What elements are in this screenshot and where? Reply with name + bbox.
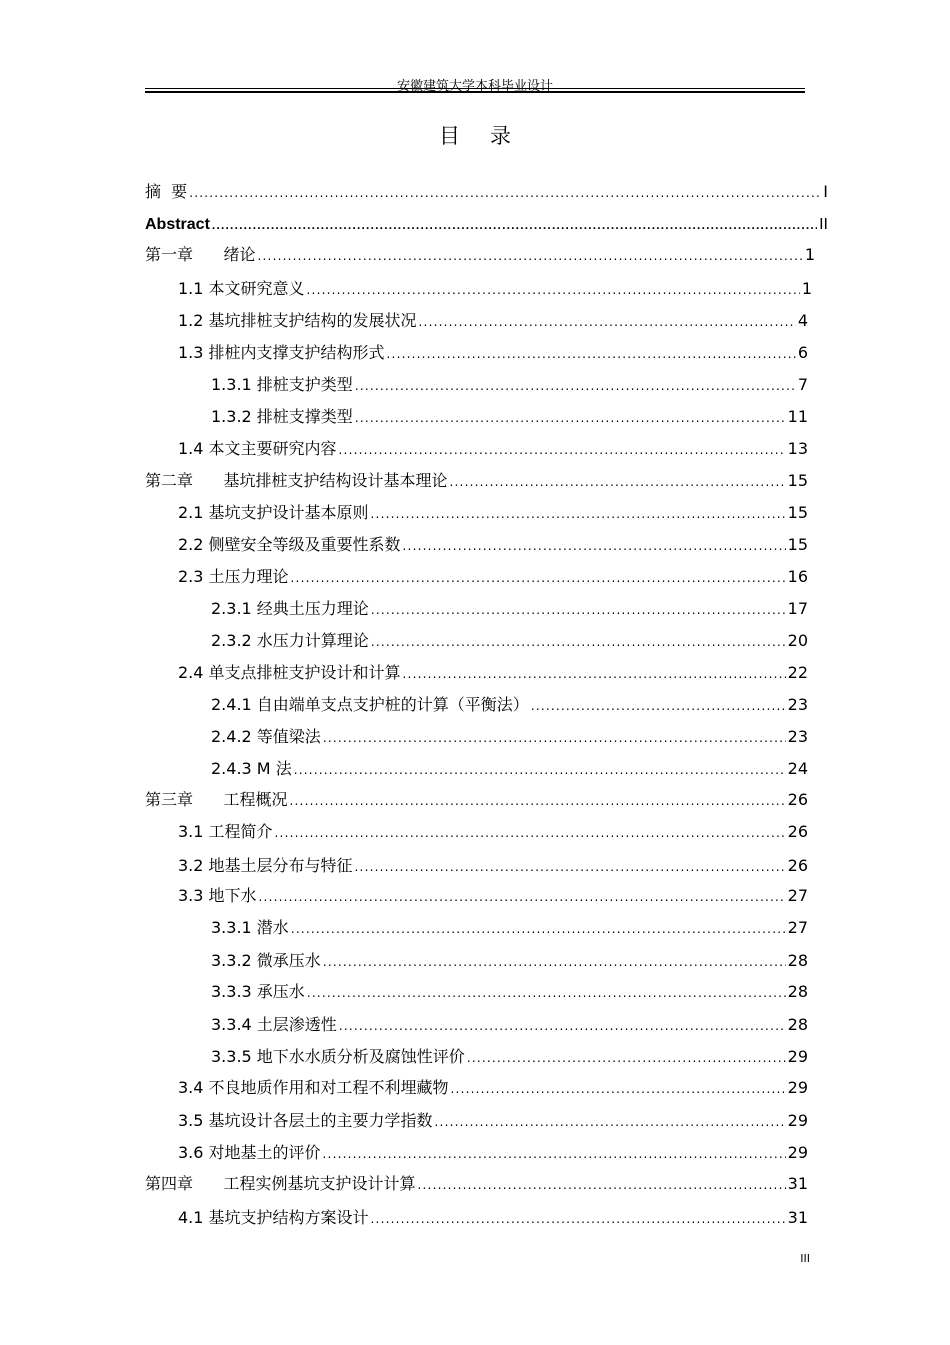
toc-entry-label: 第二章 基坑排桩支护结构设计基本理论: [145, 471, 448, 490]
toc-entry[interactable]: [178, 662, 808, 684]
toc-entry-label: 2.1 基坑支护设计基本原则: [178, 503, 369, 522]
toc-entry-page: 6: [797, 343, 808, 362]
toc-entry-label: 3.6 对地基土的评价: [178, 1143, 321, 1162]
toc-entry[interactable]: [211, 598, 808, 620]
toc-entry-page: 29: [787, 1111, 808, 1130]
toc-entry-page: 23: [787, 727, 808, 746]
toc-entry-page: 26: [787, 822, 808, 841]
toc-entry-page: 16: [787, 567, 808, 586]
toc-dot-leader: [291, 567, 786, 589]
toc-entry-label: 3.3 地下水: [178, 886, 257, 905]
toc-dot-leader: [294, 759, 786, 781]
toc-entry-page: 11: [787, 407, 808, 426]
toc-entry-label: 3.5 基坑设计各层土的主要力学指数: [178, 1111, 433, 1130]
toc-dot-leader: [307, 279, 800, 301]
toc-dot-leader: [371, 631, 786, 653]
toc-entry-label: 3.3.2 微承压水: [211, 951, 321, 970]
toc-dot-leader: [451, 1078, 786, 1100]
toc-entry-page: 15: [787, 535, 808, 554]
toc-entry[interactable]: [178, 438, 808, 460]
toc-entry-label: 2.4.3 M 法: [211, 759, 292, 778]
toc-dot-leader: [323, 951, 786, 973]
toc-dot-leader: [307, 982, 786, 1004]
toc-entry-label: 2.3.2 水压力计算理论: [211, 631, 369, 650]
toc-entry-label: 3.3.3 承压水: [211, 982, 305, 1001]
toc-entry[interactable]: [211, 950, 808, 972]
toc-entry-page: 29: [787, 1143, 808, 1162]
toc-entry[interactable]: [145, 789, 808, 811]
toc-entry-page: 27: [787, 918, 808, 937]
toc-dot-leader: [291, 918, 786, 940]
toc-entry[interactable]: [145, 470, 808, 492]
toc-entry-page: 26: [787, 856, 808, 875]
toc-entry-page: 31: [787, 1174, 808, 1193]
toc-dot-leader: [355, 856, 786, 878]
toc-entry-page: 17: [787, 599, 808, 618]
toc-dot-leader: [387, 343, 796, 365]
toc-entry-label: 第三章 工程概况: [145, 790, 288, 809]
toc-entry-label: 第四章 工程实例基坑支护设计计算: [145, 1174, 416, 1193]
toc-entry-page: 13: [787, 439, 808, 458]
toc-entry[interactable]: [178, 278, 812, 300]
toc-entry[interactable]: [178, 566, 808, 588]
toc-dot-leader: [339, 1015, 786, 1037]
toc-entry-page: 26: [787, 790, 808, 809]
toc-entry-page: 22: [787, 663, 808, 682]
toc-dot-leader: [371, 503, 786, 525]
toc-entry-page: 15: [787, 471, 808, 490]
toc-dot-leader: [467, 1047, 786, 1069]
toc-entry-label: 1.2 基坑排桩支护结构的发展状况: [178, 311, 417, 330]
toc-dot-leader: [403, 535, 786, 557]
toc-entry-label: 1.4 本文主要研究内容: [178, 439, 337, 458]
toc-entry-label: 3.1 工程简介: [178, 822, 273, 841]
toc-entry-page: II: [819, 216, 828, 233]
toc-entry[interactable]: [211, 1014, 808, 1036]
toc-entry-label: 4.1 基坑支护结构方案设计: [178, 1208, 369, 1227]
toc-entry[interactable]: [178, 342, 808, 364]
toc-entry[interactable]: [178, 1142, 808, 1164]
toc-entry[interactable]: [211, 917, 808, 939]
toc-entry-page: 1: [801, 279, 812, 298]
toc-entry-label: 3.3.4 土层渗透性: [211, 1015, 337, 1034]
toc-entry[interactable]: [211, 406, 808, 428]
toc-dot-leader: [212, 214, 817, 236]
toc-entry[interactable]: [211, 374, 808, 396]
toc-entry[interactable]: [211, 694, 808, 716]
toc-entry-label: 1.3 排桩内支撑支护结构形式: [178, 343, 385, 362]
toc-dot-leader: [323, 727, 786, 749]
toc-entry-label: 2.3 土压力理论: [178, 567, 289, 586]
toc-entry-label: 3.3.1 潜水: [211, 918, 289, 937]
toc-entry[interactable]: [145, 214, 828, 236]
toc-entry-label: 3.2 地基土层分布与特征: [178, 856, 353, 875]
toc-entry[interactable]: [178, 855, 808, 877]
toc-entry[interactable]: [211, 981, 808, 1003]
toc-entry-label: 2.3.1 经典土压力理论: [211, 599, 369, 618]
toc-entry-page: 28: [787, 1015, 808, 1034]
toc-entry[interactable]: [211, 1046, 808, 1068]
toc-dot-leader: [355, 407, 786, 429]
toc-title: 目录: [439, 124, 541, 148]
toc-dot-leader: [403, 663, 786, 685]
toc-entry-page: 29: [787, 1047, 808, 1066]
toc-dot-leader: [419, 311, 796, 333]
toc-dot-leader: [435, 1111, 786, 1133]
toc-entry-page: 27: [787, 886, 808, 905]
toc-dot-leader: [323, 1143, 786, 1165]
toc-entry-label: 摘 要: [145, 182, 188, 201]
toc-entry-label: 2.2 侧壁安全等级及重要性系数: [178, 535, 401, 554]
toc-entry-page: 28: [787, 951, 808, 970]
toc-entry-page: 20: [787, 631, 808, 650]
toc-dot-leader: [275, 822, 786, 844]
toc-entry-label: 第一章 绪论: [145, 245, 256, 264]
toc-dot-leader: [259, 886, 786, 908]
toc-entry[interactable]: [178, 1110, 808, 1132]
toc-entry-page: 23: [787, 695, 808, 714]
toc-dot-leader: [418, 1174, 786, 1196]
toc-entry[interactable]: [178, 1077, 808, 1099]
toc-entry-label: 1.3.1 排桩支护类型: [211, 375, 353, 394]
toc-dot-leader: [189, 182, 821, 204]
toc-dot-leader: [371, 1208, 786, 1230]
toc-entry-label: Abstract: [145, 216, 210, 233]
toc-entry-label: 2.4.2 等值梁法: [211, 727, 321, 746]
toc-dot-leader: [355, 375, 796, 397]
toc-entry-label: 1.3.2 排桩支撑类型: [211, 407, 353, 426]
toc-entry[interactable]: [178, 534, 808, 556]
toc-entry[interactable]: [178, 821, 808, 843]
toc-entry-page: 28: [787, 982, 808, 1001]
toc-dot-leader: [339, 439, 786, 461]
toc-dot-leader: [371, 599, 786, 621]
toc-entry[interactable]: [145, 1173, 808, 1195]
toc-entry-label: 2.4.1 自由端单支点支护桩的计算（平衡法）: [211, 695, 529, 714]
page-number: III: [800, 1252, 810, 1265]
toc-entry-label: 2.4 单支点排桩支护设计和计算: [178, 663, 401, 682]
toc-entry-page: 15: [787, 503, 808, 522]
toc-entry[interactable]: [178, 310, 808, 332]
toc-entry-page: 1: [804, 245, 815, 264]
toc-entry-page: I: [823, 182, 828, 201]
toc-dot-leader: [258, 245, 803, 267]
toc-entry-page: 7: [797, 375, 808, 394]
toc-entry[interactable]: [178, 502, 808, 524]
toc-entry[interactable]: [211, 758, 808, 780]
toc-entry-label: 3.4 不良地质作用和对工程不利埋藏物: [178, 1078, 449, 1097]
toc-entry[interactable]: [211, 726, 808, 748]
toc-entry[interactable]: [145, 244, 815, 266]
toc-entry-page: 24: [787, 759, 808, 778]
toc-entry[interactable]: [178, 1207, 808, 1229]
toc-entry-page: 29: [787, 1078, 808, 1097]
page-header: 安徽建筑大学本科毕业设计: [396, 79, 553, 94]
toc-entry-label: 3.3.5 地下水水质分析及腐蚀性评价: [211, 1047, 465, 1066]
toc-entry-page: 4: [797, 311, 808, 330]
toc-entry[interactable]: [211, 630, 808, 652]
toc-dot-leader: [290, 790, 786, 812]
toc-entry[interactable]: [178, 885, 808, 907]
toc-entry[interactable]: [145, 181, 828, 203]
toc-dot-leader: [531, 695, 786, 717]
toc-entry-page: 31: [787, 1208, 808, 1227]
toc-dot-leader: [450, 471, 786, 493]
toc-entry-label: 1.1 本文研究意义: [178, 279, 305, 298]
